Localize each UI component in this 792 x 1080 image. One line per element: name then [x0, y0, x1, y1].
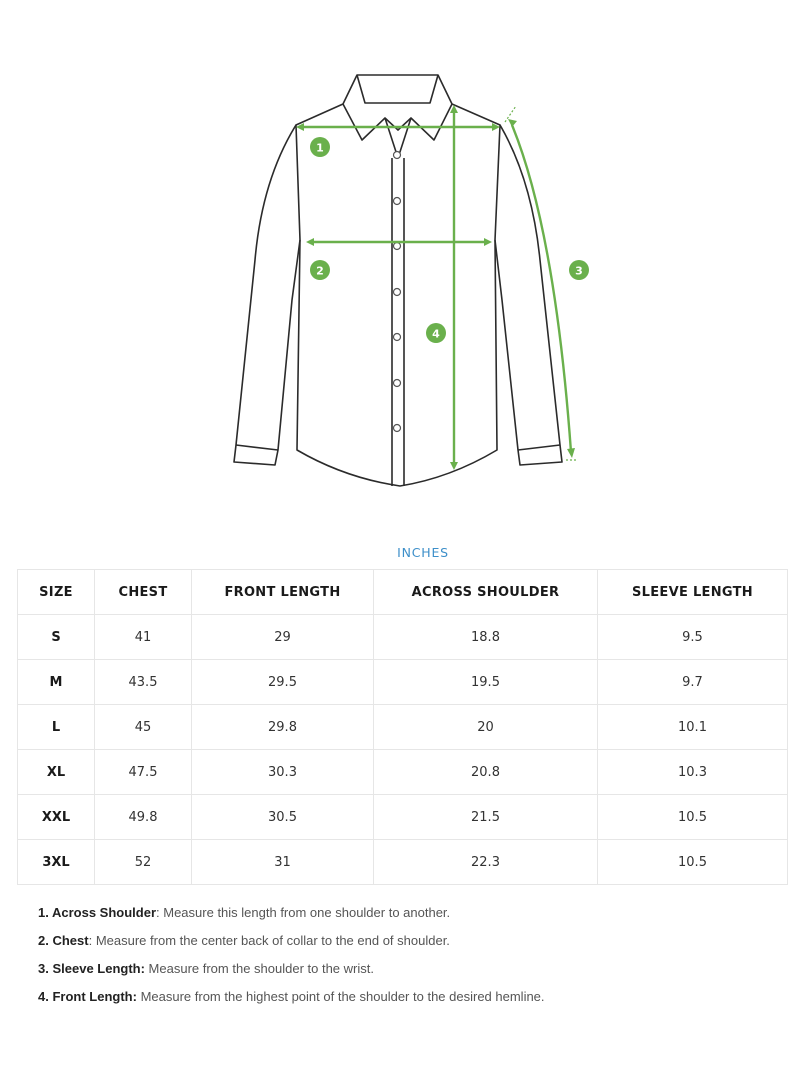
chest-cell: 47.5: [95, 750, 192, 795]
marker-2: 2: [316, 264, 324, 278]
table-row: [18, 705, 788, 750]
size-cell: S: [18, 615, 95, 660]
header-front-length: FRONT LENGTH: [192, 570, 374, 615]
shirt-outline-icon: [0, 0, 792, 520]
sleeve-length-cell: 9.7: [598, 660, 788, 705]
note-term: Sleeve Length:: [52, 961, 145, 976]
header-chest: CHEST: [95, 570, 192, 615]
note-chest: 2. Chest: Measure from the center back of collar to the end of shoulder.: [38, 933, 450, 948]
marker-1: 1: [316, 141, 324, 155]
front-length-cell: 29: [192, 615, 374, 660]
header-across-shoulder: ACROSS SHOULDER: [374, 570, 598, 615]
note-text: Measure this length from one shoulder to another.: [159, 905, 451, 920]
note-term: Front Length:: [52, 989, 137, 1004]
across-shoulder-cell: 20.8: [374, 750, 598, 795]
shirt-measurement-diagram: [0, 0, 792, 520]
sleeve-length-cell: 10.3: [598, 750, 788, 795]
chest-cell: 49.8: [95, 795, 192, 840]
note-across-shoulder: 1. Across Shoulder: Measure this length from one shoulder to another.: [38, 905, 451, 920]
table-row: [18, 615, 788, 660]
size-chart-table: [17, 569, 788, 885]
note-text: Measure from the shoulder to the wrist.: [144, 961, 374, 976]
across-shoulder-cell: 20: [374, 705, 598, 750]
sleeve-length-cell: 10.1: [598, 705, 788, 750]
across-shoulder-cell: 19.5: [374, 660, 598, 705]
chest-cell: 43.5: [95, 660, 192, 705]
sleeve-length-cell: 10.5: [598, 795, 788, 840]
note-text: Measure from the center back of collar to the end of shoulder.: [92, 933, 450, 948]
header-size: SIZE: [18, 570, 95, 615]
measurement-notes: [38, 903, 545, 1015]
note-text: Measure from the highest point of the shoulder to the desired hemline.: [136, 989, 545, 1004]
marker-3: 3: [575, 264, 583, 278]
note-sleeve-length: 3. Sleeve Length: Measure from the shoulder to the wrist.: [38, 961, 374, 976]
chest-cell: 52: [95, 840, 192, 885]
across-shoulder-cell: 18.8: [374, 615, 598, 660]
across-shoulder-cell: 22.3: [374, 840, 598, 885]
front-length-cell: 31: [192, 840, 374, 885]
table-row: [18, 750, 788, 795]
marker-4: 4: [432, 327, 440, 341]
table-row: [18, 795, 788, 840]
note-front-length: 4. Front Length: Measure from the highest point of the shoulder to the desired hemline.: [38, 989, 545, 1004]
table-row: [18, 840, 788, 885]
size-cell: XXL: [18, 795, 95, 840]
front-length-cell: 29.5: [192, 660, 374, 705]
sleeve-length-cell: 10.5: [598, 840, 788, 885]
note-term: Across Shoulder: [51, 905, 157, 920]
unit-label: INCHES: [397, 545, 449, 560]
table-header-row: [18, 570, 788, 615]
size-cell: L: [18, 705, 95, 750]
size-cell: M: [18, 660, 95, 705]
across-shoulder-cell: 21.5: [374, 795, 598, 840]
header-sleeve-length: SLEEVE LENGTH: [598, 570, 788, 615]
note-term: Chest: [52, 933, 89, 948]
size-cell: 3XL: [18, 840, 95, 885]
front-length-cell: 29.8: [192, 705, 374, 750]
table-row: [18, 660, 788, 705]
chest-cell: 41: [95, 615, 192, 660]
front-length-cell: 30.5: [192, 795, 374, 840]
sleeve-length-cell: 9.5: [598, 615, 788, 660]
chest-cell: 45: [95, 705, 192, 750]
front-length-cell: 30.3: [192, 750, 374, 795]
size-cell: XL: [18, 750, 95, 795]
